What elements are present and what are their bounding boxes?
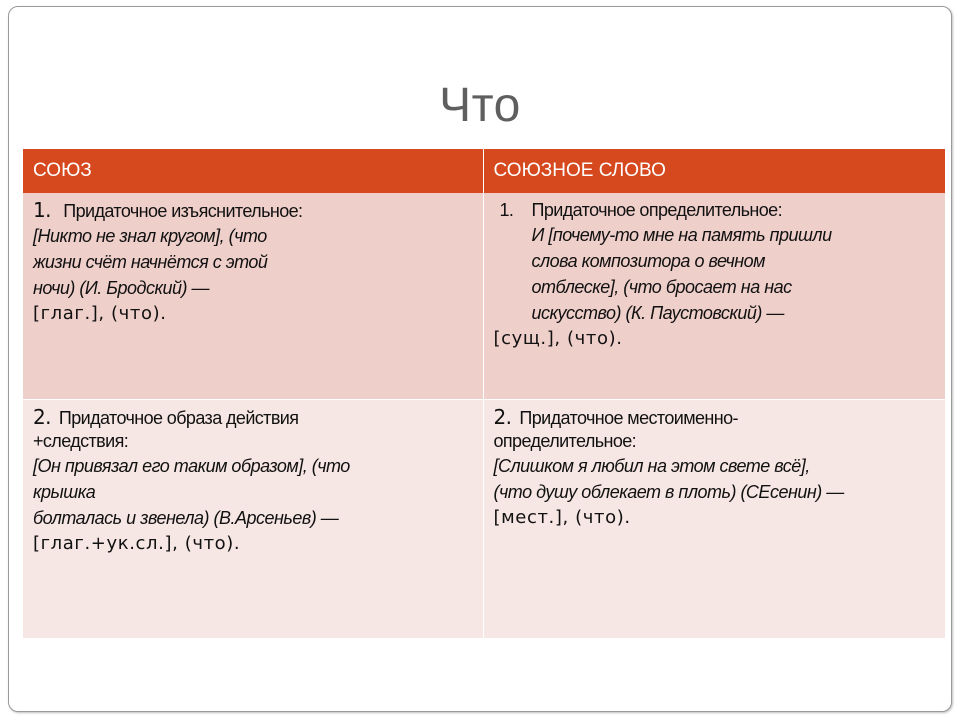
item-number: 1. bbox=[499, 200, 514, 220]
cell-conjunction-2 bbox=[23, 400, 483, 639]
heading-text: Придаточное изъяснительное: bbox=[63, 201, 303, 221]
comparison-table bbox=[23, 149, 945, 638]
cell-conjunctive-word-1 bbox=[483, 193, 945, 400]
table-row bbox=[23, 193, 945, 400]
header-soyuz: СОЮЗ bbox=[23, 149, 483, 193]
table-row bbox=[23, 400, 945, 639]
example-line: (что душу облекает в плоть) (СЕсенин) — bbox=[493, 482, 844, 502]
item-number: 2. bbox=[493, 405, 512, 429]
scheme-formula: [сущ.], (что). bbox=[493, 328, 623, 349]
slide-title: Что bbox=[439, 79, 521, 132]
table-header-row bbox=[23, 149, 945, 193]
example-line: жизни счёт начнётся с этой bbox=[33, 252, 268, 272]
example-line: слова композитора о вечном bbox=[531, 251, 766, 271]
example-line: болталась и звенела) (В.Арсеньев) — bbox=[33, 508, 339, 528]
heading-suffix: : bbox=[123, 431, 129, 451]
scheme-formula: [глаг.+ук.сл.], (что). bbox=[33, 533, 241, 554]
example-line: [Никто не знал кругом], (что bbox=[33, 226, 267, 246]
cell-conjunctive-word-2 bbox=[483, 400, 945, 639]
cell-heading bbox=[494, 199, 936, 222]
example-line: [Он привязал его таким образом], (что bbox=[33, 456, 350, 476]
example-line: искусство) (К. Паустовский) — bbox=[531, 303, 784, 323]
item-number: 1. bbox=[33, 198, 51, 222]
example-line: ночи) (И. Бродский) — bbox=[33, 278, 210, 298]
item-number: 2. bbox=[33, 405, 51, 429]
header-soyuznoe-slovo: СОЮЗНОЕ СЛОВО bbox=[483, 149, 945, 193]
example-line: крышка bbox=[33, 482, 96, 502]
heading-text: Придаточное определительное: bbox=[531, 200, 782, 220]
heading-text: Придаточное образа действия bbox=[58, 408, 299, 428]
cell-heading bbox=[494, 406, 936, 430]
cell-heading bbox=[33, 406, 473, 430]
heading-text: Придаточное местоименно- bbox=[519, 408, 738, 428]
cell-heading-continued: определительное: bbox=[493, 431, 637, 451]
example-line: И [почему-то мне на память пришли bbox=[531, 225, 832, 245]
scheme-formula: [мест.], (что). bbox=[493, 507, 631, 528]
heading-text: +следствия bbox=[33, 431, 124, 451]
scheme-formula: [глаг.], (что). bbox=[33, 303, 167, 324]
example-line: отблеске], (что бросает на нас bbox=[531, 277, 792, 297]
cell-conjunction-1 bbox=[23, 193, 483, 400]
cell-heading-continued bbox=[33, 430, 473, 453]
example-line: [Слишком я любил на этом свете всё], bbox=[493, 456, 810, 476]
cell-heading bbox=[33, 199, 473, 223]
